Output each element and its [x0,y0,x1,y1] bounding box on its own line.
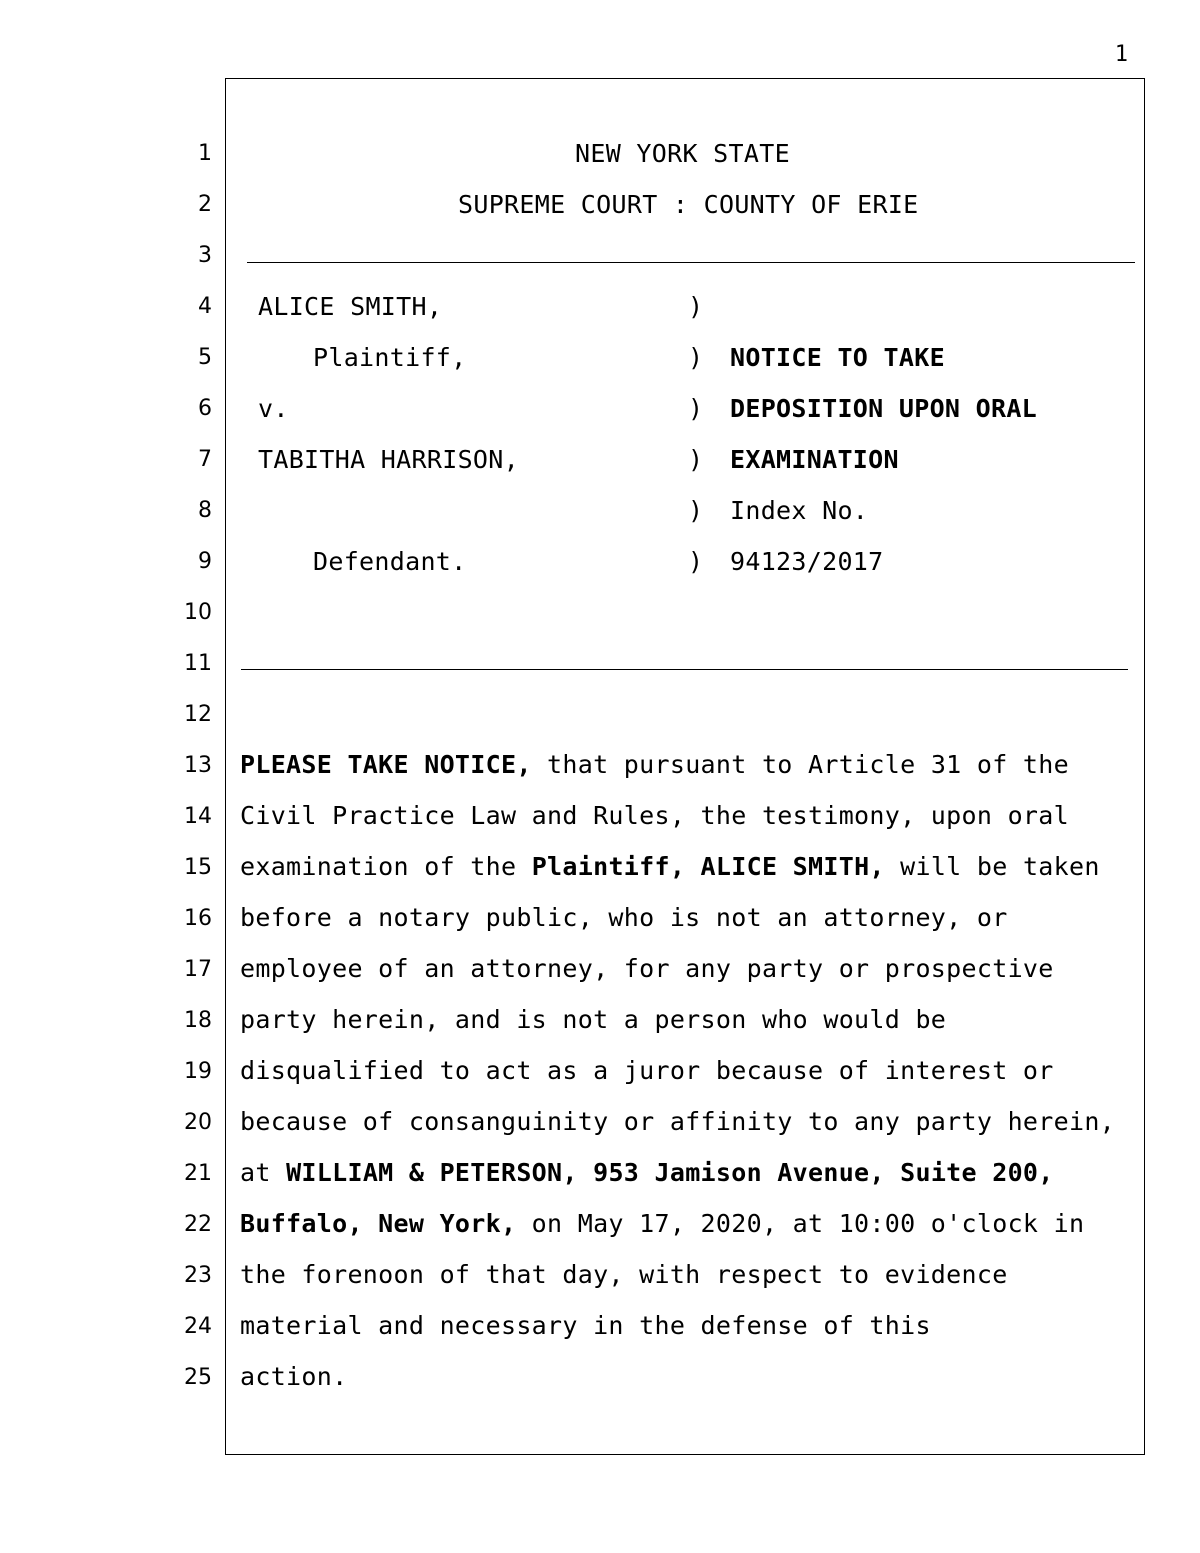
line-number: 17 [184,957,212,982]
body-text: on May 17, 2020, at 10:00 o'clock in [516,1209,1085,1238]
line-number: 3 [198,243,212,268]
deposition-location: WILLIAM & PETERSON, 953 Jamison Avenue, Suite 200, [286,1158,1054,1187]
line-number: 1 [198,141,212,166]
body-line-19: disqualified to act as a juror because of interest or [240,1056,1054,1085]
document-title-line1: NOTICE TO TAKE [730,343,945,372]
plaintiff-label: Plaintiff, [313,343,467,372]
index-label: Index No. [730,496,869,525]
line-number: 5 [198,345,212,370]
line-number: 15 [184,855,212,880]
body-text: examination of the [240,852,532,881]
line-number: 4 [198,294,212,319]
caption-paren: ) [688,343,704,372]
body-line-21 [240,1160,1054,1185]
body-line-16: before a notary public, who is not an attorney, or [240,903,1008,932]
line-number: 24 [184,1314,212,1339]
body-line-25: action. [240,1362,348,1391]
body-line-24: material and necessary in the defense of this [240,1311,931,1340]
body-line-22 [240,1211,1084,1236]
notice-lead: PLEASE TAKE NOTICE, [240,750,532,779]
line-number: 7 [198,447,212,472]
line-number: 18 [184,1008,212,1033]
body-text: that pursuant to Article 31 of the [531,750,1069,779]
caption-paren: ) [688,292,704,321]
line-number: 2 [198,192,212,217]
line-number: 14 [184,804,212,829]
line-number: 13 [184,753,212,778]
line-number: 10 [184,600,212,625]
line-number: 12 [184,702,212,727]
line-number: 6 [198,396,212,421]
caption-paren: ) [688,547,704,576]
document-title-line3: EXAMINATION [730,445,899,474]
court-county: SUPREME COURT : COUNTY OF ERIE [458,190,919,219]
plaintiff-name: ALICE SMITH, [258,292,443,321]
body-line-17: employee of an attorney, for any party or prospective [240,954,1054,983]
line-number: 20 [184,1110,212,1135]
line-number: 9 [198,549,212,574]
body-text: at [240,1158,287,1187]
deposition-city: Buffalo, New York, [240,1209,517,1238]
caption-top-rule [247,262,1135,263]
court-state: NEW YORK STATE [575,139,790,168]
line-number: 11 [184,651,212,676]
page-number: 1 [1114,42,1128,67]
line-number: 19 [184,1059,212,1084]
line-number: 23 [184,1263,212,1288]
versus: v. [258,394,289,423]
body-line-18: party herein, and is not a person who would be [240,1005,947,1034]
document-title-line2: DEPOSITION UPON ORAL [730,394,1038,423]
line-number: 8 [198,498,212,523]
body-text: will be taken [884,852,1100,881]
caption-paren: ) [688,394,704,423]
body-line-14: Civil Practice Law and Rules, the testimony, upon oral [240,801,1069,830]
line-number: 22 [184,1212,212,1237]
deponent-name: Plaintiff, ALICE SMITH, [531,852,885,881]
body-line-20: because of consanguinity or affinity to any party herein, [240,1107,1116,1136]
caption-paren: ) [688,496,704,525]
line-number: 25 [184,1365,212,1390]
index-number: 94123/2017 [730,547,884,576]
body-line-23: the forenoon of that day, with respect to evidence [240,1260,1008,1289]
line-number: 16 [184,906,212,931]
line-number: 21 [184,1161,212,1186]
body-line-15 [240,854,1100,879]
defendant-label: Defendant. [313,547,467,576]
body-line-13 [240,752,1069,777]
defendant-name: TABITHA HARRISON, [258,445,519,474]
caption-paren: ) [688,445,704,474]
caption-bottom-rule [241,669,1128,670]
